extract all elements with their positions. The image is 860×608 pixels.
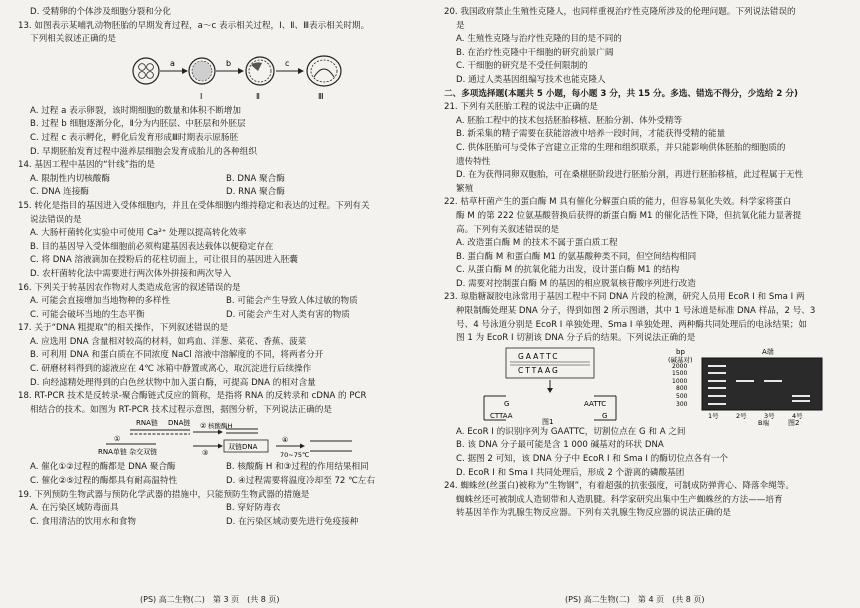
q13-option-d: D. 早期胚胎发育过程中滋养层细胞会发育成胎儿的各种组织 bbox=[30, 146, 257, 157]
q18-option-d: D. ④过程需要将温度冷却至 72 ℃左右 bbox=[226, 476, 375, 487]
q23-option-b: B. 该 DNA 分子最可能是含 1 000 碱基对的环状 DNA bbox=[456, 440, 664, 451]
band-lane4-a bbox=[792, 395, 810, 397]
q23-stem: 23. 琼脂糖凝胶电泳常用于基因工程中不同 DNA 片段的检测，研究人员用 EcoR Ⅰ 和 Sma Ⅰ 两 bbox=[444, 292, 805, 303]
step-3-label: ③ bbox=[202, 449, 209, 458]
q20-option-a: A. 生殖性克隆与治疗性克隆的目的是不同的 bbox=[456, 34, 622, 45]
q19-option-b: B. 穿好防毒衣 bbox=[226, 503, 281, 514]
process-b-label: b bbox=[226, 58, 232, 68]
q17-option-c: C. 研磨材料得到的滤液应在 4℃ 冰箱中静置或离心，取沉淀进行后续操作 bbox=[30, 364, 312, 375]
embryo-stage-2 bbox=[189, 58, 215, 84]
q13-option-c: C. 过程 c 表示孵化，孵化后发育形成Ⅲ时期表示原肠胚 bbox=[30, 132, 239, 143]
q15-stem: 15. 转化是指目的基因进入受体细胞内，并且在受体细胞内维持稳定和表达的过程。下列有关 bbox=[18, 200, 370, 211]
page-footer-left: (PS) 高二生物(二) 第 3 页 (共 8 页) bbox=[140, 595, 280, 604]
lane-4-label: 4号 bbox=[792, 411, 803, 420]
q15-option-c: C. 将 DNA 溶液滴加在授粉后的花柱切面上，可让很目的基因进入胚囊 bbox=[30, 255, 298, 266]
q22-option-b: B. 蛋白酶 M 和蛋白酶 M1 的氨基酸种类不同，但空间结构相同 bbox=[456, 251, 697, 262]
q18-options-row2 bbox=[18, 475, 422, 489]
q19-option-a: A. 在污染区域防毒面具 bbox=[30, 503, 119, 514]
q15-option-a: A. 大肠杆菌转化实验中可使用 Ca²⁺ 处理以提高转化效率 bbox=[30, 228, 247, 239]
bottom-strand-sequence: CTTAAG bbox=[518, 365, 560, 375]
a-end-label: A端 bbox=[762, 347, 774, 356]
top-strand-sequence: GAATTC bbox=[518, 351, 560, 361]
rt-pcr-figure bbox=[18, 417, 422, 461]
q14-option-d: D. RNA 聚合酶 bbox=[226, 187, 285, 198]
tick-800: 800 bbox=[676, 384, 688, 392]
q17-stem: 17. 关于“DNA 粗提取”的相关操作，下列叙述错误的是 bbox=[18, 323, 229, 334]
q23-figures bbox=[444, 346, 848, 426]
tick-1000: 1000 bbox=[672, 377, 688, 385]
q19-option-c: C. 食用清洁的饮用水和食物 bbox=[30, 516, 136, 527]
q15-option-d: D. 农杆菌转化法中需要进行两次体外拼接和两次导入 bbox=[30, 268, 232, 279]
left-fragment-g: G bbox=[504, 399, 510, 408]
page-footer-right: (PS) 高二生物(二) 第 4 页 (共 8 页) bbox=[565, 595, 705, 604]
band-lane1-2000 bbox=[708, 365, 726, 367]
q20-stem: 20. 我国政府禁止生殖性克隆人，也同样重视治疗性克隆所涉及的伦理问题。下列说法错误的 bbox=[444, 7, 796, 17]
q21-option-d: D. 在为获得同卵双胞胎，可在桑椹胚阶段进行胚胎分割，再进行胚胎移植，此过程属于无性 bbox=[456, 170, 804, 181]
q14-option-a: A. 限制性内切核酸酶 bbox=[30, 173, 110, 184]
band-lane1-500 bbox=[708, 395, 726, 397]
band-lane4-b bbox=[792, 400, 810, 402]
temperature-label: 70~75℃ bbox=[280, 451, 310, 460]
left-column bbox=[18, 6, 422, 529]
figure-2-gel bbox=[668, 347, 822, 426]
q18-options-row1 bbox=[18, 461, 422, 475]
q24-stem-cont2: 转基因羊作为乳腺生物反应器。下列有关乳腺生物反应器的说法正确的是 bbox=[456, 508, 732, 519]
q16-option-c: C. 可能会破坏当地的生态平衡 bbox=[30, 309, 145, 320]
q17-option-a: A. 应选用 DNA 含量相对较高的材料，如鸡血、洋葱、菜花、香蕉、菠菜 bbox=[30, 336, 307, 347]
q13-stem: 13. 如图表示某哺乳动物胚胎的早期发育过程，a～c 表示相关过程，Ⅰ、Ⅱ、Ⅲ表示相关时期。 bbox=[18, 20, 370, 31]
tick-300: 300 bbox=[676, 400, 688, 408]
q20-option-d: D. 通过人类基因组编写技术也能克隆人 bbox=[456, 74, 606, 85]
bp-unit-label: (碱基对) bbox=[668, 355, 693, 364]
q22-stem-cont1: 酶 M 的第 222 位氨基酸替换后获得的新蛋白酶 M1 的催化活性下降，但抗氧化能力显著提 bbox=[456, 210, 802, 221]
tick-2000: 2000 bbox=[672, 362, 688, 370]
stage-I-label: Ⅰ bbox=[200, 91, 203, 101]
q24-stem: 24. 蜘蛛丝(丝蛋白)被称为“生物钢”，有着超强的抗张强度，可制成防弹背心、降落伞绳等。 bbox=[444, 481, 794, 492]
q22-option-a: A. 改造蛋白酶 M 的技术不属于蛋白质工程 bbox=[456, 238, 618, 249]
right-column bbox=[444, 6, 848, 521]
band-lane3 bbox=[764, 380, 782, 382]
bp-label: bp bbox=[676, 347, 685, 356]
figure-1-caption: 图1 bbox=[542, 417, 554, 426]
rna-strand-label: RNA链 bbox=[136, 419, 158, 428]
q15-stem-cont: 说法错误的是 bbox=[30, 214, 82, 225]
b-end-label: B端 bbox=[758, 418, 769, 426]
q22-stem: 22. 枯草杆菌产生的蛋白酶 M 具有催化分解蛋白质的能力，但容易氧化失效。科学家将蛋白 bbox=[444, 197, 792, 208]
lane-1-label: 1号 bbox=[708, 411, 719, 420]
q24-stem-cont1: 蜘蛛丝还可被制成人造韧带和人造肌腱。科学家研究出集中生产蜘蛛丝的方法——培育 bbox=[456, 494, 783, 505]
band-lane1-800 bbox=[708, 387, 726, 389]
stage-III-label: Ⅲ bbox=[318, 91, 324, 101]
q14-stem: 14. 基因工程中基因的“针线”指的是 bbox=[18, 160, 156, 171]
q13-option-b: B. 过程 b 细胞逐渐分化，Ⅱ分为内胚层、中胚层和外胚层 bbox=[30, 119, 246, 130]
q19-options-row2 bbox=[18, 516, 422, 530]
q21-option-c: C. 供体胚胎可与受体子宫建立正常的生理和组织联系，并只能影响供体胚胎的细胞质的 bbox=[456, 142, 786, 153]
step-2-label: ② bbox=[200, 422, 207, 431]
q19-options-row1 bbox=[18, 502, 422, 516]
q20-stem-cont: 是 bbox=[456, 20, 465, 31]
figure-1-ecori-cut bbox=[484, 348, 616, 426]
q16-options-row1 bbox=[18, 295, 422, 309]
q18-option-b: B. 核酸酶 H 和③过程的作用结果相同 bbox=[226, 462, 369, 473]
hybrid-label: RNA单链 杂交双链 bbox=[98, 448, 158, 457]
embryo-stage-blastocyst bbox=[246, 57, 274, 85]
tick-500: 500 bbox=[676, 392, 688, 400]
step-4-label: ④ bbox=[282, 436, 289, 445]
q16-option-b: B. 可能会产生导致人体过敏的物质 bbox=[226, 296, 358, 307]
band-lane1-1500 bbox=[708, 372, 726, 374]
q23-stem-cont3: 图 1 为 EcoR Ⅰ 切割该 DNA 分子后的结果。下列说法正确的是 bbox=[456, 333, 696, 344]
q18-stem-cont: 相结合的技术。如图为 RT-PCR 技术过程示意图，据图分析，下列说法正确的是 bbox=[30, 404, 332, 415]
q22-stem-cont2: 高。下列有关叙述错误的是 bbox=[456, 224, 560, 235]
q23-option-c: C. 据图 2 可知，该 DNA 分子中 EcoR Ⅰ 和 Sma Ⅰ 的酶切位点各有一个 bbox=[456, 454, 729, 465]
stage-II-label: Ⅱ bbox=[256, 91, 260, 101]
q20-option-b: B. 在治疗性克隆中干细胞的研究前景广阔 bbox=[456, 47, 614, 58]
q14-options-row1 bbox=[18, 173, 422, 187]
figure-2-caption: 图2 bbox=[788, 418, 800, 426]
q23-option-d: D. EcoR Ⅰ 和 Sma Ⅰ 共同处理后，形成 2 个游离的磷酸基团 bbox=[456, 467, 685, 478]
q21-option-c-cont: 遗传特性 bbox=[456, 156, 491, 167]
q22-option-d: D. 需要对控制蛋白酶 M 的基因的相应脱氧核苷酸序列进行改造 bbox=[456, 278, 696, 289]
q18-option-c: C. 催化②⑤过程的酶都具有耐高温特性 bbox=[30, 476, 178, 487]
q23-stem-cont1: 种限制酶处理某 DNA 分子，得到如图 2 所示图谱，其中 1 号泳道是标准 DNA 样品，2 号、3 bbox=[456, 306, 816, 317]
q14-option-b: B. DNA 聚合酶 bbox=[226, 173, 285, 184]
q18-stem: 18. RT-PCR 技术是反转录-聚合酶链式反应的简称，是指将 RNA 的反转录和 cDNA 的 PCR bbox=[18, 391, 367, 402]
q19-stem: 19. 下列预防生物武器与预防化学武器的措施中，只能预防生物武器的措施是 bbox=[18, 489, 310, 500]
q21-option-d-cont: 繁殖 bbox=[456, 183, 474, 194]
q21-stem: 21. 下列有关胚胎工程的说法中正确的是 bbox=[444, 102, 598, 113]
embryo-stage-1 bbox=[133, 58, 159, 84]
band-lane1-300 bbox=[708, 403, 726, 405]
dna-strand-label: DNA链 bbox=[168, 419, 191, 428]
q17-option-b: B. 可利用 DNA 和蛋白质在不同浓度 NaCl 溶液中溶解度的不同，将两者分开 bbox=[30, 350, 324, 361]
q12-option-d: D. 受精卵的个体涉及细胞分裂和分化 bbox=[30, 7, 171, 17]
ladder-ticks bbox=[672, 363, 688, 408]
tick-1500: 1500 bbox=[672, 369, 688, 377]
process-c-label: c bbox=[285, 58, 290, 68]
q23-stem-cont2: 号、4 号泳道分别是 EcoR Ⅰ 单独处理、Sma Ⅰ 单独处理、两种酶共同处理后的电泳结果；如 bbox=[456, 319, 807, 330]
section-2-heading: 二、多项选择题(本题共 5 小题，每小题 3 分，共 15 分。多选、错选不得分，少选给 2 分) bbox=[444, 88, 798, 99]
right-fragment-g: G bbox=[602, 411, 608, 420]
embryo-stage-gastrula bbox=[307, 56, 341, 86]
q20-option-c: C. 干细胞的研究是不受任何限制的 bbox=[456, 61, 588, 72]
q13-option-a: A. 过程 a 表示卵裂，该时期细胞的数量和体积不断增加 bbox=[30, 105, 241, 116]
q21-option-b: B. 新采集的精子需要在获能溶液中培养一段时间，才能获得受精的能量 bbox=[456, 129, 726, 140]
q18-option-a: A. 催化①②过程的酶都是 DNA 聚合酶 bbox=[30, 462, 176, 473]
q15-option-b: B. 目的基因导入受体细胞前必须构建基因表达载体以便稳定存在 bbox=[30, 241, 274, 252]
left-fragment-cttaa: CTTAA bbox=[490, 411, 513, 420]
q16-options-row2 bbox=[18, 309, 422, 323]
band-lane2 bbox=[736, 380, 754, 382]
q16-stem: 16. 下列关于转基因农作物对人类造成危害的叙述错误的是 bbox=[18, 282, 241, 293]
q23-option-a: A. EcoR Ⅰ 的识别序列为 GAATTC，切割位点在 G 和 A 之间 bbox=[456, 426, 686, 437]
q19-option-d: D. 在污染区域动要先进行免疫接种 bbox=[226, 516, 359, 527]
q22-option-c: C. 从蛋白酶 M 的抗氧化能力出发，设计蛋白酶 M1 的结构 bbox=[456, 265, 680, 276]
q14-options-row2 bbox=[18, 186, 422, 200]
double-strand-dna-label: 双链DNA bbox=[228, 443, 258, 452]
lane-2-label: 2号 bbox=[736, 411, 747, 420]
q21-option-a: A. 胚胎工程中的技术包括胚胎移植、胚胎分割、体外受精等 bbox=[456, 115, 683, 126]
q16-option-d: D. 可能会产生对人类有害的物质 bbox=[226, 309, 350, 320]
right-fragment-aattc: AATTC bbox=[584, 399, 607, 408]
q14-option-c: C. DNA 连接酶 bbox=[30, 187, 89, 198]
process-a-label: a bbox=[170, 58, 175, 68]
q17-option-d: D. 向经滤精处理得到的白色丝状物中加入蛋白酶，可提高 DNA 的相对含量 bbox=[30, 377, 316, 388]
step-1-label: ① bbox=[114, 435, 121, 444]
rnase-h-label: 核酸酶H bbox=[208, 422, 233, 431]
q16-option-a: A. 可能会直接增加当地物种的多样性 bbox=[30, 296, 171, 307]
lane-3-label: 3号 bbox=[764, 411, 775, 420]
band-lane1-1000 bbox=[708, 380, 726, 382]
q13-stem-cont: 下列相关叙述正确的是 bbox=[30, 34, 116, 45]
embryo-development-figure bbox=[18, 47, 422, 105]
